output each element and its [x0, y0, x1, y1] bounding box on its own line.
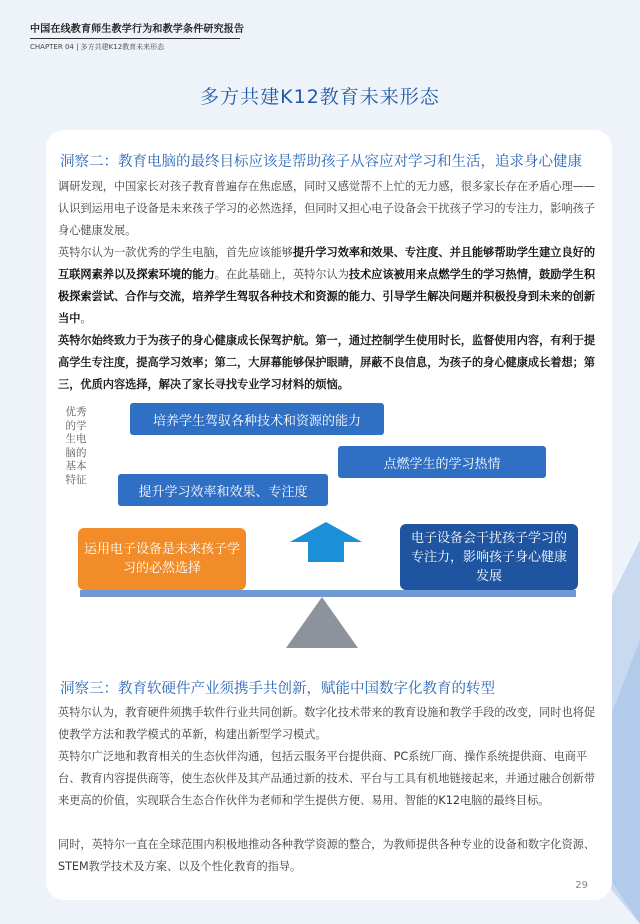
insight2-paragraph-1: 调研发现，中国家长对孩子教育普遍存在焦虑感，同时又感觉帮不上忙的无力感，很多家长存在矛盾心理——认识到运用电子设备是未来孩子学习的必然选择，但同时又担心电子设备会干扰孩子学习的专注力，影响孩子身心健康发展。 [58, 180, 596, 237]
balance-fulcrum [286, 597, 358, 648]
insight3-paragraph-3: 同时，英特尔一直在全球范围内积极地推动各种教学资源的整合，为教师提供各种专业的设备和数字化资源、STEM教学技术及方案、以及个性化教育的指导。 [58, 838, 596, 873]
insight2-paragraph-2 [58, 242, 596, 330]
balance-beam [80, 590, 576, 597]
insight3-title: 洞察三：教育软硬件产业须携手共创新，赋能中国数字化教育的转型 [60, 681, 495, 697]
p2-text-c: 。在此基础上，英特尔认为 [214, 268, 349, 281]
feature-chip-passion: 点燃学生的学习热情 [338, 446, 546, 478]
feature-chip-abilities: 培养学生驾驭各种技术和资源的能力 [130, 403, 384, 435]
p2-text-e: 。 [80, 312, 92, 325]
right-box-concern: 电子设备会干扰孩子学习的专注力，影响孩子身心健康发展 [400, 524, 578, 590]
insight2-paragraph-3: 英特尔始终致力于为孩子的身心健康成长保驾护航。第一，通过控制学生使用时长，监督使用内容，有利于提高学生专注度，提高学习效率；第二，大屏幕能够保护眼睛，屏蔽不良信息，为孩子的身心健康成长着想；第三，优质内容选择，解决了家长寻找专业学习材料的烦恼。 [58, 334, 596, 391]
insight3-paragraph-2: 英特尔广泛地和教育相关的生态伙伴沟通，包括云服务平台提供商、PC系统厂商、操作系统提供商、电商平台、教育内容提供商等，使生态伙伴及其产品通过新的技术、平台与工具有机地链接起来，并通过融合创新带来更高的价值，实现联合生态合作伙伴为老师和学生提供方便、易用、智能的K12电脑的最终目标。 [58, 750, 596, 807]
report-header [30, 20, 270, 52]
chapter-label: CHAPTER 04 | 多方共建K12教育未来形态 [30, 43, 165, 51]
p2-bold-d: 技术应该被用来点燃学生的学习热情，鼓励学生积极探索尝试、合作与交流，培养学生驾驭各种技术和资源的能力、引导学生解决问题并积极投身到未来的创新当中 [58, 268, 596, 325]
features-diagram [46, 400, 612, 660]
content-card [46, 130, 612, 900]
feature-chip-efficiency: 提升学习效率和效果、专注度 [118, 474, 328, 506]
diagram-side-label: 优秀的学生电脑的基本特征 [65, 406, 87, 486]
p2-bold-b: 提升学习效率和效果、专注度、并且能够帮助学生建立良好的互联网素养以及探索环境的能力 [58, 246, 596, 281]
page-number: 29 [575, 880, 588, 891]
insight3-paragraph-1: 英特尔认为，教育硬件须携手软件行业共同创新。数字化技术带来的教育设施和教学手段的改变，同时也将促使教学方法和教学模式的革新，构建出新型学习模式。 [58, 706, 596, 741]
insight2-title: 洞察二：教育电脑的最终目标应该是帮助孩子从容应对学习和生活，追求身心健康 [60, 154, 582, 170]
page-title: 多方共建K12教育未来形态 [200, 86, 440, 108]
left-box-choice: 运用电子设备是未来孩子学习的必然选择 [78, 528, 246, 590]
up-arrow-icon [290, 522, 362, 562]
report-title: 中国在线教育师生教学行为和教学条件研究报告 [30, 24, 245, 35]
header-rule [30, 38, 240, 39]
p2-text-a: 英特尔认为一款优秀的学生电脑，首先应该能够 [58, 246, 293, 259]
